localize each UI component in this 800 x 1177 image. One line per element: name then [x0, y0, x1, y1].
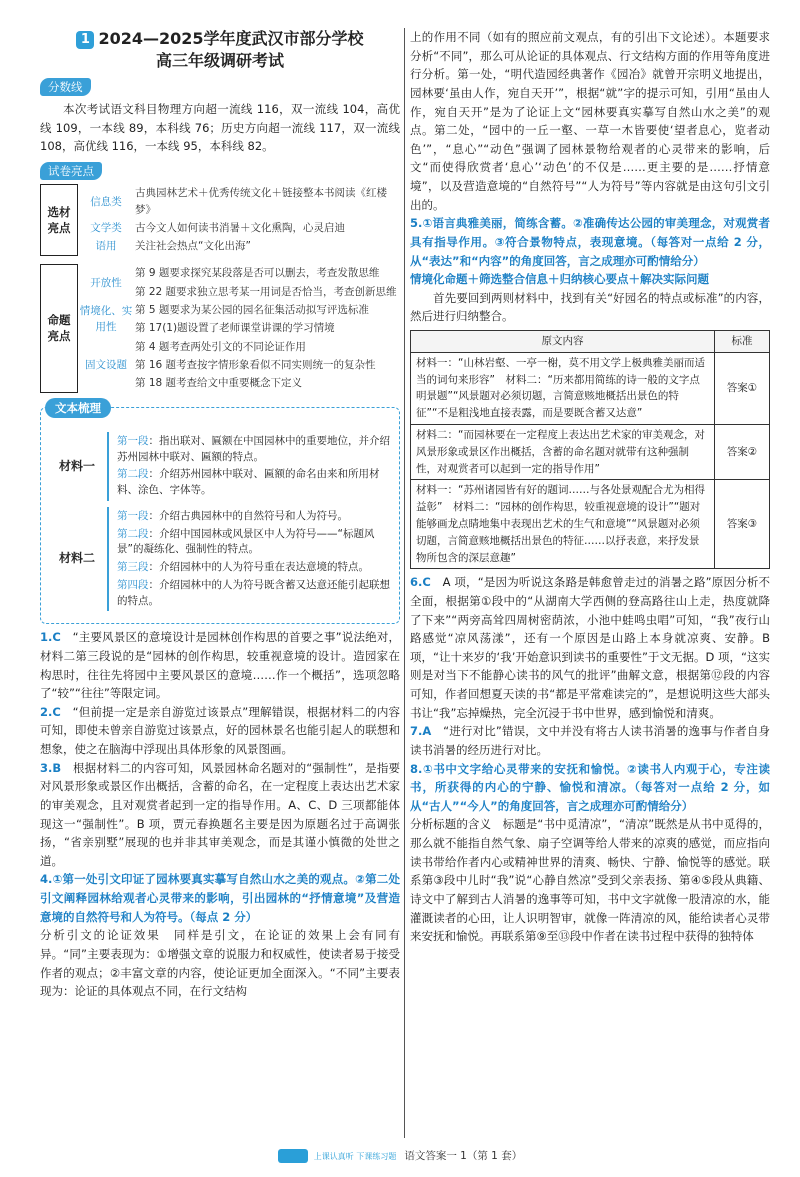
answer-text: A 项，“是因为听说这条路是韩愈曾走过的消暑之路”原因分析不全面，根据第①段中的“从湖南大学西侧的登高路往山上走，热度就降了下来”“两旁高耸四周树密荫浓，小池中蛙鸣虫唱”可知，“我”夜行山路感觉“凉风荡漾”，还有一个原因是山路上本身就凉爽、安静。B 项，“让十来岁的‘我’开始意识到读书的重要性”于文无据。D 项，“这实则是对当下不能静心读书的风气的批评”曲解文意，根据第⑫段的内容可知，作者回想夏天读的书“都是平常难读完的”，是想说明这些大部头书让“我”忘掉燥热，完全沉浸于书中世界，感到愉悦和清爽。	[410, 575, 771, 720]
page-title-line1: 1 2024—2025学年度武汉市部分学校	[40, 28, 400, 50]
footer-brand: 上课认真听 下课练习题	[313, 1152, 397, 1161]
branch-text: 介绍苏州园林中联对、匾额的命名由来和所用材料、涂色、字体等。	[117, 468, 380, 497]
right-column	[410, 28, 770, 946]
branch-key: 第二段	[117, 468, 149, 481]
footer-text: 语文答案一 1（第 1 套）	[404, 1150, 523, 1162]
question-item: 第 4 题考查两处引文的不同论证作用	[135, 340, 306, 353]
mindmap-material	[47, 432, 393, 501]
mindmap-material	[47, 507, 393, 612]
branch: 第一段：指出联对、匾额在中国园林中的重要地位，并介绍苏州园林中联对、匾额的特点。	[117, 434, 390, 463]
material-cat: 文学类	[90, 221, 122, 234]
branch-key: 第一段	[117, 509, 149, 522]
branch: 第二段：介绍苏州园林中联对、匾额的命名由来和所用材料、涂色、字体等。	[117, 468, 380, 497]
question-label: 命题亮点	[41, 264, 78, 392]
answer-4-continued: 上的作用不同（如有的照应前文观点，有的引出下文论述）。本题要求分析“不同”，那么可从论证的具体观点、行文结构方面的作用等角度进行分析。第一处，“明代造园经典著作《园冶》就曾开宗明义地提出，园林要‘虽由人作，宛自天开’”，根据“就”字的提示可知，引用“虽由人作，宛自天开”是为了论证上文“园林要真实摹写自然山水之美”的观点。第二处，“园中的一丘一壑、一草一木皆要使‘望者息心，览者动色’”，“息心”“动色”强调了园林景物给观者的心灵带来的影响，后文“而使得欣赏者‘息心’‘动色’的不仅是……更主要的是……抒情意境”，以及营造意境的“自然符号”“人为符号”等内容就是由这句引文引出的。	[410, 30, 770, 212]
answer-5-key: 5.①语言典雅美丽，简练含蓄。②准确传达公园的审美理念，对观赏者具有指导作用。③符合景物特点，表现意境。（每答对一点给 2 分，从“表达”和“内容”的角度回答，言之成理亦可酌情给分）	[410, 216, 770, 268]
score-text: 本次考试语文科目物理方向超一流线 116，双一流线 104，高优线 109，一本线 89，本科线 76；历史方向超一流线 117，双一流线 108，高优线 116，一本线 95，本科线 82。	[40, 102, 400, 154]
branch-text: 介绍古典园林中的自然符号和人为符号。	[159, 509, 348, 522]
material-item: 古今文人如何读书消暑＋文化熏陶，心灵启迪	[135, 221, 345, 234]
branch-key: 第三段	[117, 561, 149, 574]
answer-text: “主要风景区的意境设计是园林创作构思的首要之事”说法绝对，材料二第三段说的是“园林的创作构思，较重视意境的设计。造园家在构思时，往往先将园中主要风景区的意境……作一个概括”，选项忽略了“较”“往往”等限定词。	[40, 630, 400, 701]
answer-text: “进行对比”错误，文中并没有将古人读书消暑的逸事与作者自身读书消暑的经历进行对比。	[410, 724, 770, 757]
table-header: 标准	[715, 331, 770, 353]
answer-5-method: 情境化命题＋筛选整合信息＋归纳核心要点＋解决实际问题	[410, 272, 709, 287]
question-number: 6.C	[410, 575, 431, 590]
answer-5-text: 首先要回到两则材料中，找到有关“好园名的特点或标准”的内容，然后进行归纳整合。	[410, 290, 770, 324]
answer-text: 分析引文的论证效果 同样是引文，在论证的效果上会有同有异。“同”主要表现为：①增强文章的说服力和权威性，使读者易于接受作者的观点；②丰富文章的内容，使论证更加全面深入。“不同”主要表现为：论证的具体观点不同，在行文结构	[40, 928, 400, 999]
branch: 第二段：介绍中国园林或风景区中人为符号——“标题风景”的凝练化、强制性的特点。	[117, 527, 375, 556]
answer-text: “但前提一定是亲自游览过该景点”理解错误，根据材料二的内容可知，即使未曾亲自游览过该景点，好的园林景名也能引起人的联想和想象，使之在脑海中浮现出具体形象的风景图画。	[40, 704, 400, 757]
branch-text: 介绍园林中的人为符号重在表达意境的特点。	[159, 561, 369, 574]
material-label: 选材亮点	[41, 184, 78, 255]
question-item: 第 17(1)题设置了老师课堂讲课的学习情境	[135, 322, 335, 335]
branch-text: 介绍园林中的人为符号既含蓄又达意还能引起联想的特点。	[117, 578, 390, 607]
material-cat: 语用	[95, 240, 117, 253]
question-number: 7.A	[410, 724, 432, 739]
branch-text: 指出联对、匾额在中国园林中的重要地位，并介绍苏州园林中联对、匾额的特点。	[117, 434, 390, 463]
material-item: 关注社会热点“文化出海”	[135, 240, 251, 253]
answer-text: 根据材料二的内容可知，风景园林命名题对的“强制性”，是指要对风景形象或景区作出概括，含蓄的命名，在一定程度上表达出艺术家的审美观念，且对观赏者起到一定的指导作用。A、C、D 三项都能体现这一“强制性”。B 项，贾元春换题名主要是因为原题名过于高调张扬，“省亲别墅”展现的也并非其审美观念，而是其谨小慎微的处世之道。	[40, 760, 401, 868]
question-item: 第 18 题考查给文中重要概念下定义	[135, 377, 303, 390]
answer-1	[40, 628, 400, 703]
question-number: 3.B	[40, 760, 62, 775]
question-item: 第 22 题要求独立思考某一用词是否恰当，考查创新思维	[135, 285, 397, 298]
question-item: 第 9 题要求探究某段落是否可以删去，考查发散思维	[135, 267, 380, 280]
branches	[107, 432, 393, 501]
branch-key: 第二段	[117, 527, 149, 540]
answer-3	[40, 759, 400, 871]
material-item: 古典园林艺术＋优秀传统文化＋链接整本书阅读《红楼梦》	[135, 187, 387, 216]
answer-6	[410, 573, 770, 722]
table-cell: 材料二：“而园林要在一定程度上表达出艺术家的审美观念，对风景形象或景区作出概括，含蓄的命名题对就带有这种强制性，对观赏者可以起到一定的指导作用”	[411, 424, 715, 479]
highlight-tag: 试卷亮点	[40, 162, 102, 180]
branch-key: 第一段	[117, 434, 149, 447]
text-mindmap	[40, 400, 400, 625]
number-badge: 1	[76, 31, 94, 49]
material-name: 材料二	[58, 551, 95, 566]
comparison-table	[410, 330, 770, 569]
column-divider	[404, 28, 405, 1138]
answer-2	[40, 703, 400, 759]
branch: 第三段：介绍园林中的人为符号重在表达意境的特点。	[117, 561, 369, 574]
answer-4	[40, 870, 400, 1000]
question-item: 第 16 题考查按字情形象看似不同实则统一的复杂性	[135, 358, 376, 371]
answer-key: ①书中文字给心灵带来的安抚和愉悦。②读书人内观于心，专注读书，所获得的内心的宁静、愉悦和清凉。（每答对一点给 2 分，如从“古人”“今人”的角度回答，言之成理亦可酌情给分）	[410, 761, 770, 813]
branch: 第一段：介绍古典园林中的自然符号和人为符号。	[117, 509, 348, 522]
table-cell: 材料一：“苏州诸园皆有好的题词……与各处景观配合尤为相得益彰” 材料二：“园林的创作构思，较重视意境的设计”“题对能够画龙点睛地集中表现出艺术的生气和意境”“风景题对必须切题，言简意赅地概括出景色的特征……以抒表意，来抒发景物所包含的深层意趣”	[411, 480, 715, 569]
table-cell: 答案③	[715, 480, 770, 569]
branch: 第四段：介绍园林中的人为符号既含蓄又达意还能引起联想的特点。	[117, 578, 390, 607]
branch-text: 介绍中国园林或风景区中人为符号——“标题风景”的凝练化、强制性的特点。	[117, 527, 375, 556]
page-title-line2: 高三年级调研考试	[155, 51, 284, 70]
question-cat: 开放性	[90, 276, 122, 289]
title-block	[40, 28, 400, 72]
question-number: 2.C	[40, 704, 61, 719]
footer	[0, 1148, 800, 1165]
mindmap-head: 文本梳理	[45, 398, 111, 418]
question-number: 4.	[40, 872, 53, 887]
answer-text: 分析标题的含义 标题是“书中觅清凉”，“清凉”既然是从书中觅得的，那么就不能指自然气象、扇子空调等给人带来的凉爽的感觉，而应指向读书带给作者内心或精神世界的清爽、畅快、宁静、愉悦等的感觉。联系第③段中儿时“我”说“心静自然凉”受到父亲表扬、第④⑤段从典籍、诗文中了解到古人消暑的逸事等可知，书中文字就像一股清凉的水，能灌溉读者的心田，让人识明智审，就像一阵清凉的风，能给读者心灵带来安抚和愉悦。再联系第⑨至⑬段中作者在读书过程中获得的独特体	[410, 817, 770, 944]
answer-key: ①第一处引文印证了园林要真实摹写自然山水之美的观点。②第二处引文阐释园林给观者心灵带来的影响，引出园林的“抒情意境”及营造意境的自然符号和人为符号。（每点 2 分）	[40, 872, 400, 924]
brand-logo-icon	[278, 1149, 308, 1163]
table-header: 原文内容	[411, 331, 715, 353]
question-number: 8.	[410, 761, 423, 776]
table-cell: 材料一：“山林岩壑、一亭一榭，莫不用文学上极典雅美丽而适当的词句来形容” 材料二：“历来都用简练的诗一般的文字点明景题”“风景题对必须切题，言简意赅地概括出景色的特征”“不是粗浅地直接表露，而是要既含蓄又达意”	[411, 352, 715, 424]
question-number: 1.C	[40, 630, 61, 645]
material-cat: 信息类	[90, 195, 122, 208]
branch-key: 第四段	[117, 578, 149, 591]
answer-8	[410, 760, 770, 946]
table-cell: 答案①	[715, 352, 770, 424]
answer-7	[410, 722, 770, 759]
material-name: 材料一	[58, 458, 95, 473]
left-column	[40, 0, 400, 1001]
question-item: 第 5 题要求为某公园的园名征集活动拟写评选标准	[135, 303, 369, 316]
highlights-table	[40, 184, 400, 393]
branches	[107, 507, 393, 612]
table-cell: 答案②	[715, 424, 770, 479]
question-cat: 情境化、实用性	[79, 304, 133, 334]
question-cat: 固文设题	[85, 358, 127, 371]
score-tag: 分数线	[40, 78, 91, 96]
